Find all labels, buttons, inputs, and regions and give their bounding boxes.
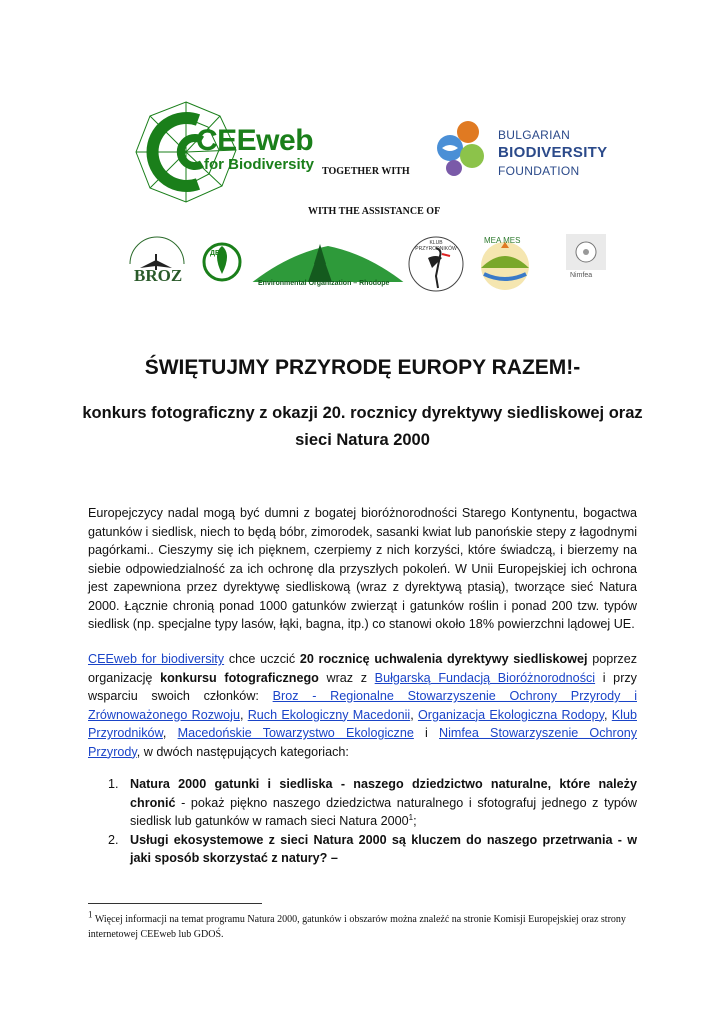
footnote-ref[interactable]: 1 [408, 812, 414, 822]
mea-label: MEA MES [484, 236, 521, 245]
list-item: 1. Natura 2000 gatunki i siedliska - naszego dziedzictwo naturalne, które należy chronić - pokaż piękno naszego dziedzictwa naturalnego i sfotografuj jednego z typów siedlisk lub gatunków w ramach sieci Natura 2000$^1$; [108, 777, 637, 828]
footnote-mark: 1 [88, 909, 93, 920]
ceeweb-wordmark [196, 126, 314, 174]
footnote-divider [88, 903, 262, 904]
link-broz[interactable]: Broz - Regionalne Stowarzyszenie Ochrony Przyrody i Zrównoważonego Rozwoju [88, 689, 637, 722]
broz-label: BROZ [134, 266, 183, 285]
link-macedonian[interactable]: Macedońskie Towarzystwo Ekologiczne [177, 726, 414, 740]
link-ruch[interactable]: Ruch Ekologiczny Macedonii [247, 707, 411, 722]
organizers-paragraph: CEEweb for biodiversity chce uczcić 20 rocznicę uchwalenia dyrektywy siedliskowej poprzez organizację konkursu fotograficznego wraz z Bułgarską Fundacją Bioróżnorodności i przy wsparciu swoich członków: Broz - Regionalne Stowarzyszenie Ochrony Przyrody i Zrównoważonego Rozwoju, Ruch Ekologiczny Macedonii, Organizacja Ekologiczna Rodopy, Klub Przyrodników, Macedońskie Towarzystwo Ekologiczne i Nimfea Stowarzyszenie Ochrony Przyrody, w dwóch następujących kategoriach: [88, 652, 638, 759]
bbf-logo [432, 118, 492, 178]
ceeweb-sub: for Biodiversity [204, 156, 315, 173]
together-with-label: TOGETHER WITH [322, 166, 410, 177]
link-nimfea[interactable]: Nimfea Stowarzyszenie Ochrony Przyrody [88, 726, 638, 759]
bbf-line3: FOUNDATION [498, 164, 580, 178]
dem-logo [200, 234, 244, 294]
rhodope-label: Environmental Organization – Rhodope [258, 280, 390, 287]
nimfea-logo [566, 234, 606, 294]
link-ceeweb[interactable]: CEEweb for biodiversity [88, 652, 225, 666]
nimfea-label: Nimfea [570, 272, 593, 279]
link-bbf[interactable]: Bułgarską Fundacją Bioróżnorodności [374, 670, 596, 685]
footnote-text: Więcej informacji na temat programu Natura 2000, gatunków i obszarów można znaleźć na stronie Komisji Europejskiej oraz strony internetowej CEEweb lub GDOŚ. [88, 914, 626, 940]
bbf-wordmark [498, 126, 607, 180]
klub-label: KLUB PRZYRODNIKÓW [415, 240, 457, 252]
link-rodopy[interactable]: Organizacja Ekologiczna Rodopy [417, 707, 605, 722]
page-subtitle: konkurs fotograficzny z okazji 20. rocznicy dyrektywy siedliskowej oraz sieci Natura 2000 [82, 404, 643, 449]
bbf-line1: BULGARIAN [498, 128, 571, 142]
list-item: 2. Usługi ekosystemowe z sieci Natura 2000 są kluczem do naszego przetrwania - w jaki sposób skorzystać z natury? – [108, 832, 637, 865]
intro-paragraph: Europejczycy nadal mogą być dumni z bogatej bioróżnorodności Starego Kontynentu, bogactwa gatunków i siedlisk, niech to będą bóbr, zimorodek, sasanki kwiat lub panońskie stepy z łagodnymi pagórkami.. Cieszymy się ich pięknem, czerpiemy z nich korzyści, które świadczą, i bierzemy na siebie odpowiedzialność za ich ochronę dla przyszłych pokoleń. W Unii Europejskiej ich ochrona jest zapewniona przez dyrektywę siedliskową (wraz z dyrektywą ptasią), tworzące sieć Natura 2000. Łącznie chronią ponad 1000 gatunków zwierząt i gatunków roślin i ponad 200 tzw. typów siedlisk (np. specjalne typy lasów, łąki, bagna, itp.) co stanowi około 18% powierzchni lądowej UE. [88, 506, 637, 631]
bbf-line2: BIODIVERSITY [498, 144, 608, 161]
assistance-label: WITH THE ASSISTANCE OF [308, 206, 441, 217]
dem-label: ДЕМ [210, 250, 226, 257]
categories-list [88, 775, 637, 868]
ceeweb-name: CEEweb [196, 124, 314, 157]
page-title: ŚWIĘTUJMY PRZYRODĘ EUROPY RAZEM!- [144, 356, 581, 379]
footnote [88, 909, 648, 942]
link-klub[interactable]: Klub Przyrodników [88, 707, 637, 740]
